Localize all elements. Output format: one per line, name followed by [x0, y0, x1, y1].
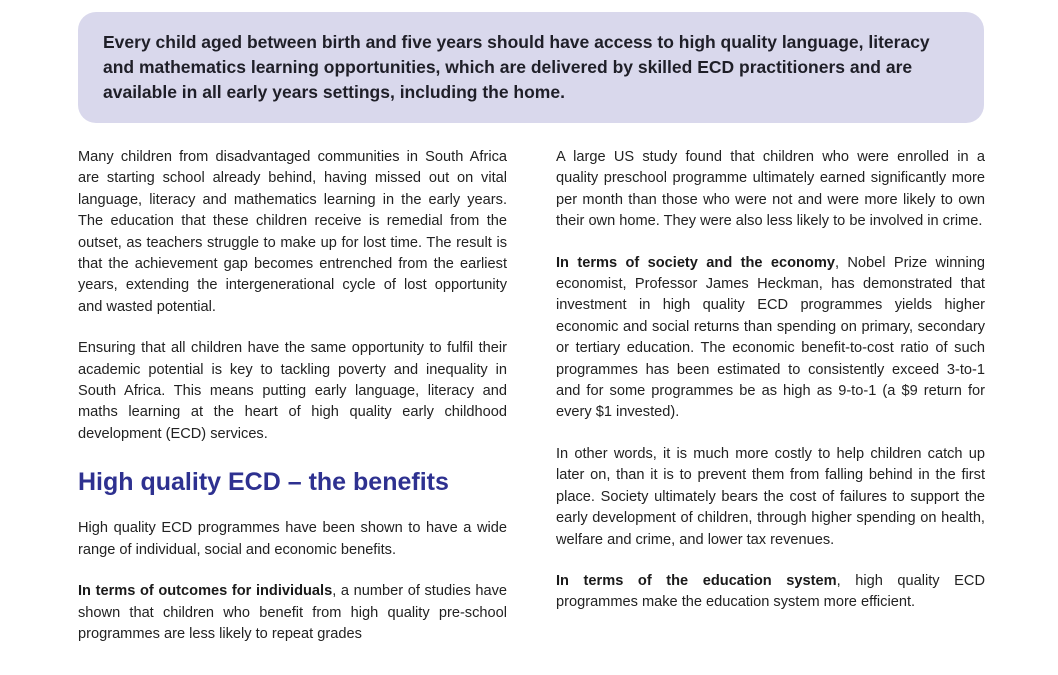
society-economy-lead: In terms of society and the economy: [556, 254, 835, 271]
equal-opportunity-paragraph: Ensuring that all children have the same opportunity to fulfil their academic potential is key to tackling poverty and inequality in South Africa. This means putting early language, literacy and maths learning at the heart of high quality early childhood development (ECD) services.: [78, 340, 507, 442]
society-economy-paragraph: [556, 253, 985, 424]
us-study-paragraph: A large US study found that children who were enrolled in a quality preschool programme ultimately earned significantly more per month than those who were not and were more likely to own their own home. They were also less likely to be involved in crime.: [556, 149, 985, 230]
individual-outcomes-paragraph: [78, 581, 507, 645]
costly-catch-up-paragraph: In other words, it is much more costly to help children catch up later on, than it is to prevent them from falling behind in the first place. Society ultimately bears the cost of failures to support the early development of children, through higher spending on health, welfare and crime, and lower tax revenues.: [556, 445, 985, 548]
society-economy-text: , Nobel Prize winning economist, Professor James Heckman, has demonstrated that investment in high quality ECD programmes yields higher economic and social returns than spending on primary, secondary or tertiary education. The economic benefit-to-cost ratio of such programmes has been estimated to consistently exceed 3-to-1 and for some programmes be as high as 9-to-1 (a $9 return for every $1 invested).: [556, 254, 985, 421]
intro-paragraph: Many children from disadvantaged communities in South Africa are starting school already behind, having missed out on vital language, literacy and mathematics learning in the early years. The education that these children receive is remedial from the outset, as teachers struggle to make up for lost time. The result is that the achievement gap becomes entrenched from the earliest years, extending the intergenerational cycle of lost opportunity and wasted potential.: [78, 149, 507, 315]
education-system-lead: In terms of the education system: [556, 572, 837, 589]
education-system-text: , high quality ECD programmes make the education system more efficient.: [556, 572, 985, 611]
key-message-text: Every child aged between birth and five years should have access to high quality language, literacy and mathematics learning opportunities, which are delivered by skilled ECD practitioners and are available in all early years settings, including the home.: [103, 32, 930, 102]
benefits-intro-paragraph: High quality ECD programmes have been shown to have a wide range of individual, social and economic benefits.: [78, 520, 507, 558]
left-column: [78, 147, 507, 665]
right-column: [556, 147, 985, 634]
individual-outcomes-lead: In terms of outcomes for individuals: [78, 583, 333, 600]
individual-outcomes-text: , a number of studies have shown that children who benefit from high quality pre-school programmes are less likely to repeat grades: [78, 583, 508, 642]
section-heading-benefits: High quality ECD – the benefits: [78, 468, 449, 497]
key-message-callout: [78, 12, 984, 123]
education-system-paragraph: [556, 571, 985, 614]
